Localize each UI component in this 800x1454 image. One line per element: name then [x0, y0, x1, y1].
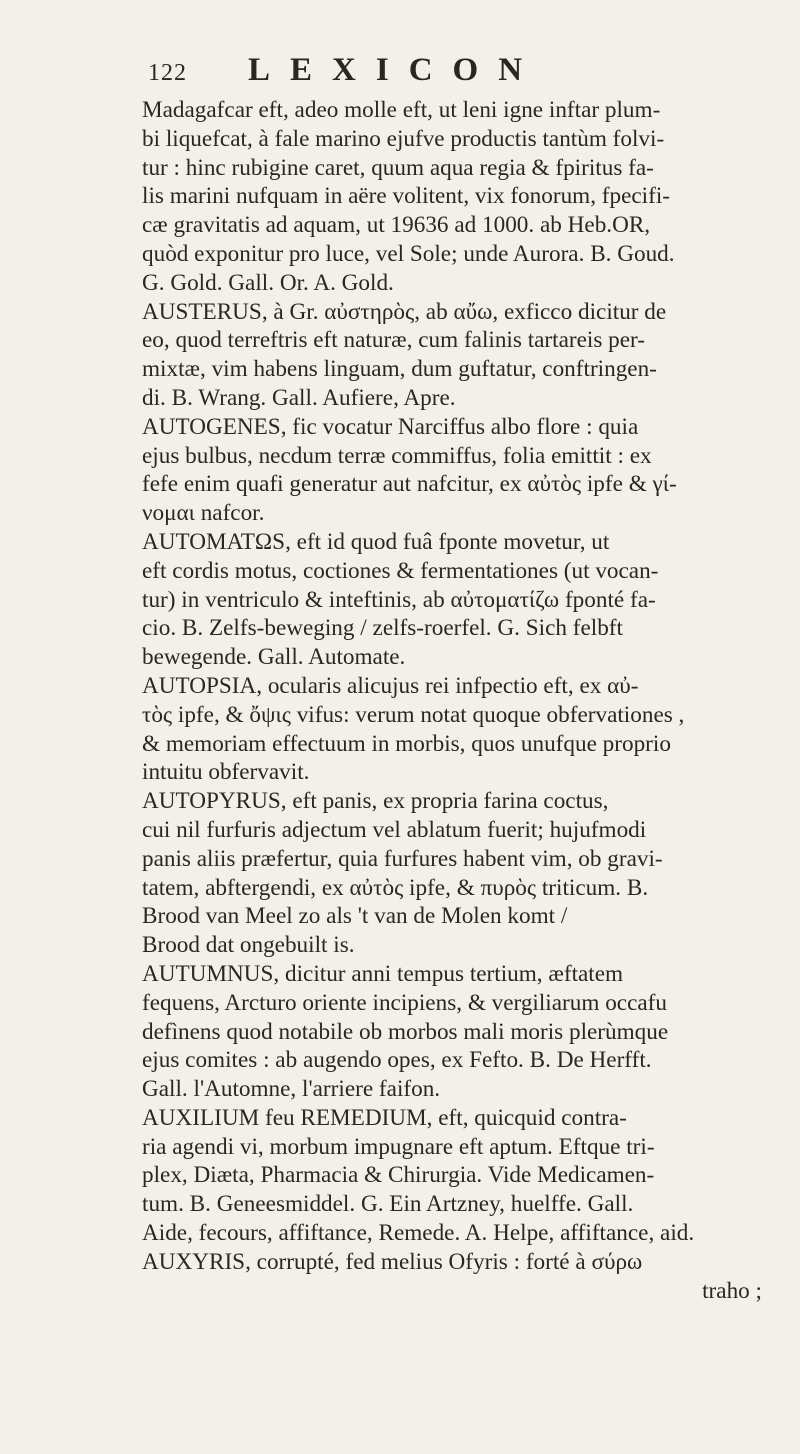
text-line: cio. B. Zelfs-beweging / zelfs-roerfel. G. Sich felbft — [142, 615, 623, 642]
entry-autumnus: AUTUMNUS, dicitur anni tempus tertium, æftatem — [142, 960, 624, 987]
text-line: Aide, fecours, affiftance, Remede. A. Helpe, affiftance, aid. — [142, 1220, 695, 1247]
text-line: Gall. l'Automne, l'arriere faifon. — [142, 1076, 441, 1103]
text-line: cui nil furfuris adjectum vel ablatum fuerit; hujufmodi — [142, 816, 647, 843]
text-line: panis aliis præfertur, quia furfures habent vim, ob gravi- — [142, 845, 663, 872]
text-line: bewegende. Gall. Automate. — [142, 644, 406, 671]
text-line: plex, Diæta, Pharmacia & Chirurgia. Vide Medicamen- — [142, 1162, 655, 1189]
text-line: τὸς ipfe, & ὄψις vifus: verum notat quoque obfervationes , — [142, 701, 685, 728]
text-line: Brood van Meel zo als 't van de Molen komt / — [142, 903, 568, 930]
text-line: Madagafcar eft, adeo molle eft, ut leni igne inftar plum- — [142, 97, 661, 123]
text-line: quòd exponitur pro luce, vel Sole; unde Aurora. B. Goud. — [142, 240, 675, 267]
entry-auxyris: AUXYRIS, corrupté, fed melius Ofyris : forté à σύρω — [142, 1248, 643, 1275]
entry-automatos: AUTOMATΩS, eft id quod fuâ fponte movetur, ut — [142, 528, 610, 555]
entry-autogenes: AUTOGENES, fic vocatur Narciffus albo flore : quia — [142, 413, 639, 440]
entry-auxilium: AUXILIUM feu REMEDIUM, eft, quicquid contra- — [142, 1104, 627, 1131]
text-line: tum. B. Geneesmiddel. G. Ein Artzney, huelffe. Gall. — [142, 1191, 634, 1218]
page-number: 122 — [148, 60, 187, 86]
text-line: νομαι nafcor. — [142, 500, 265, 527]
text-line: G. Gold. Gall. Or. A. Gold. — [142, 269, 394, 296]
text-line: tur) in ventriculo & inteftinis, ab αὐτοματίζω fponté fa- — [142, 586, 656, 613]
text-line: ria agendi vi, morbum impugnare eft aptum. Eftque tri- — [142, 1133, 655, 1160]
text-line: ejus bulbus, necdum terræ commiffus, folia emittit : ex — [142, 442, 652, 469]
text-line: intuitu obfervavit. — [142, 759, 310, 786]
text-line: ejus comites : ab augendo opes, ex Fefto. B. De Herfft. — [142, 1047, 652, 1074]
text-line: mixtæ, vim habens linguam, dum guftatur, conftringen- — [142, 356, 657, 383]
text-line: tatem, abftergendi, ex αὐτὸς ipfe, & πυρὸς triticum. B. — [142, 874, 649, 901]
text-line: tur : hinc rubigine caret, quum aqua regia & fpiritus fa- — [142, 154, 654, 181]
entry-autopsia: AUTOPSIA, ocularis alicujus rei infpectio eft, ex αὐ- — [142, 672, 639, 699]
text-line: & memoriam effectuum in morbis, quos unufque proprio — [142, 730, 671, 757]
text-line: fefe enim quafi generatur aut nafcitur, ex αὐτὸς ipfe & γί- — [142, 471, 677, 498]
text-line: Brood dat ongebuilt is. — [142, 932, 355, 959]
text-line: eft cordis motus, coctiones & fermentationes (ut vocan- — [142, 557, 659, 584]
text-line: eo, quod terreftris eft naturæ, cum falinis tartareis per- — [142, 327, 646, 354]
page-header — [148, 52, 718, 96]
catchword: traho ; — [702, 1277, 762, 1304]
entry-autopyrus: AUTOPYRUS, eft panis, ex propria farina coctus, — [142, 788, 609, 815]
text-line: fequens, Arcturo oriente incipiens, & vergiliarum occafu — [142, 989, 667, 1016]
entry-austerus: AUSTERUS, à Gr. αὐστηρὸς, ab αὔω, exficco dicitur de — [142, 298, 667, 325]
text-line: di. B. Wrang. Gall. Aufiere, Apre. — [142, 384, 456, 411]
text-line: bi liquefcat, à fale marino ejufve productis tantùm folvi- — [142, 125, 665, 152]
body-text — [142, 96, 794, 1305]
text-line: defìnens quod notabile ob morbos mali moris plerùmque — [142, 1018, 669, 1045]
running-head: LEXICON — [248, 52, 543, 88]
text-line: lis marini nufquam in aëre volitent, vix fonorum, fpecifi- — [142, 183, 671, 210]
text-line: cæ gravitatis ad aquam, ut 19636 ad 1000. ab Heb.OR, — [142, 212, 651, 239]
